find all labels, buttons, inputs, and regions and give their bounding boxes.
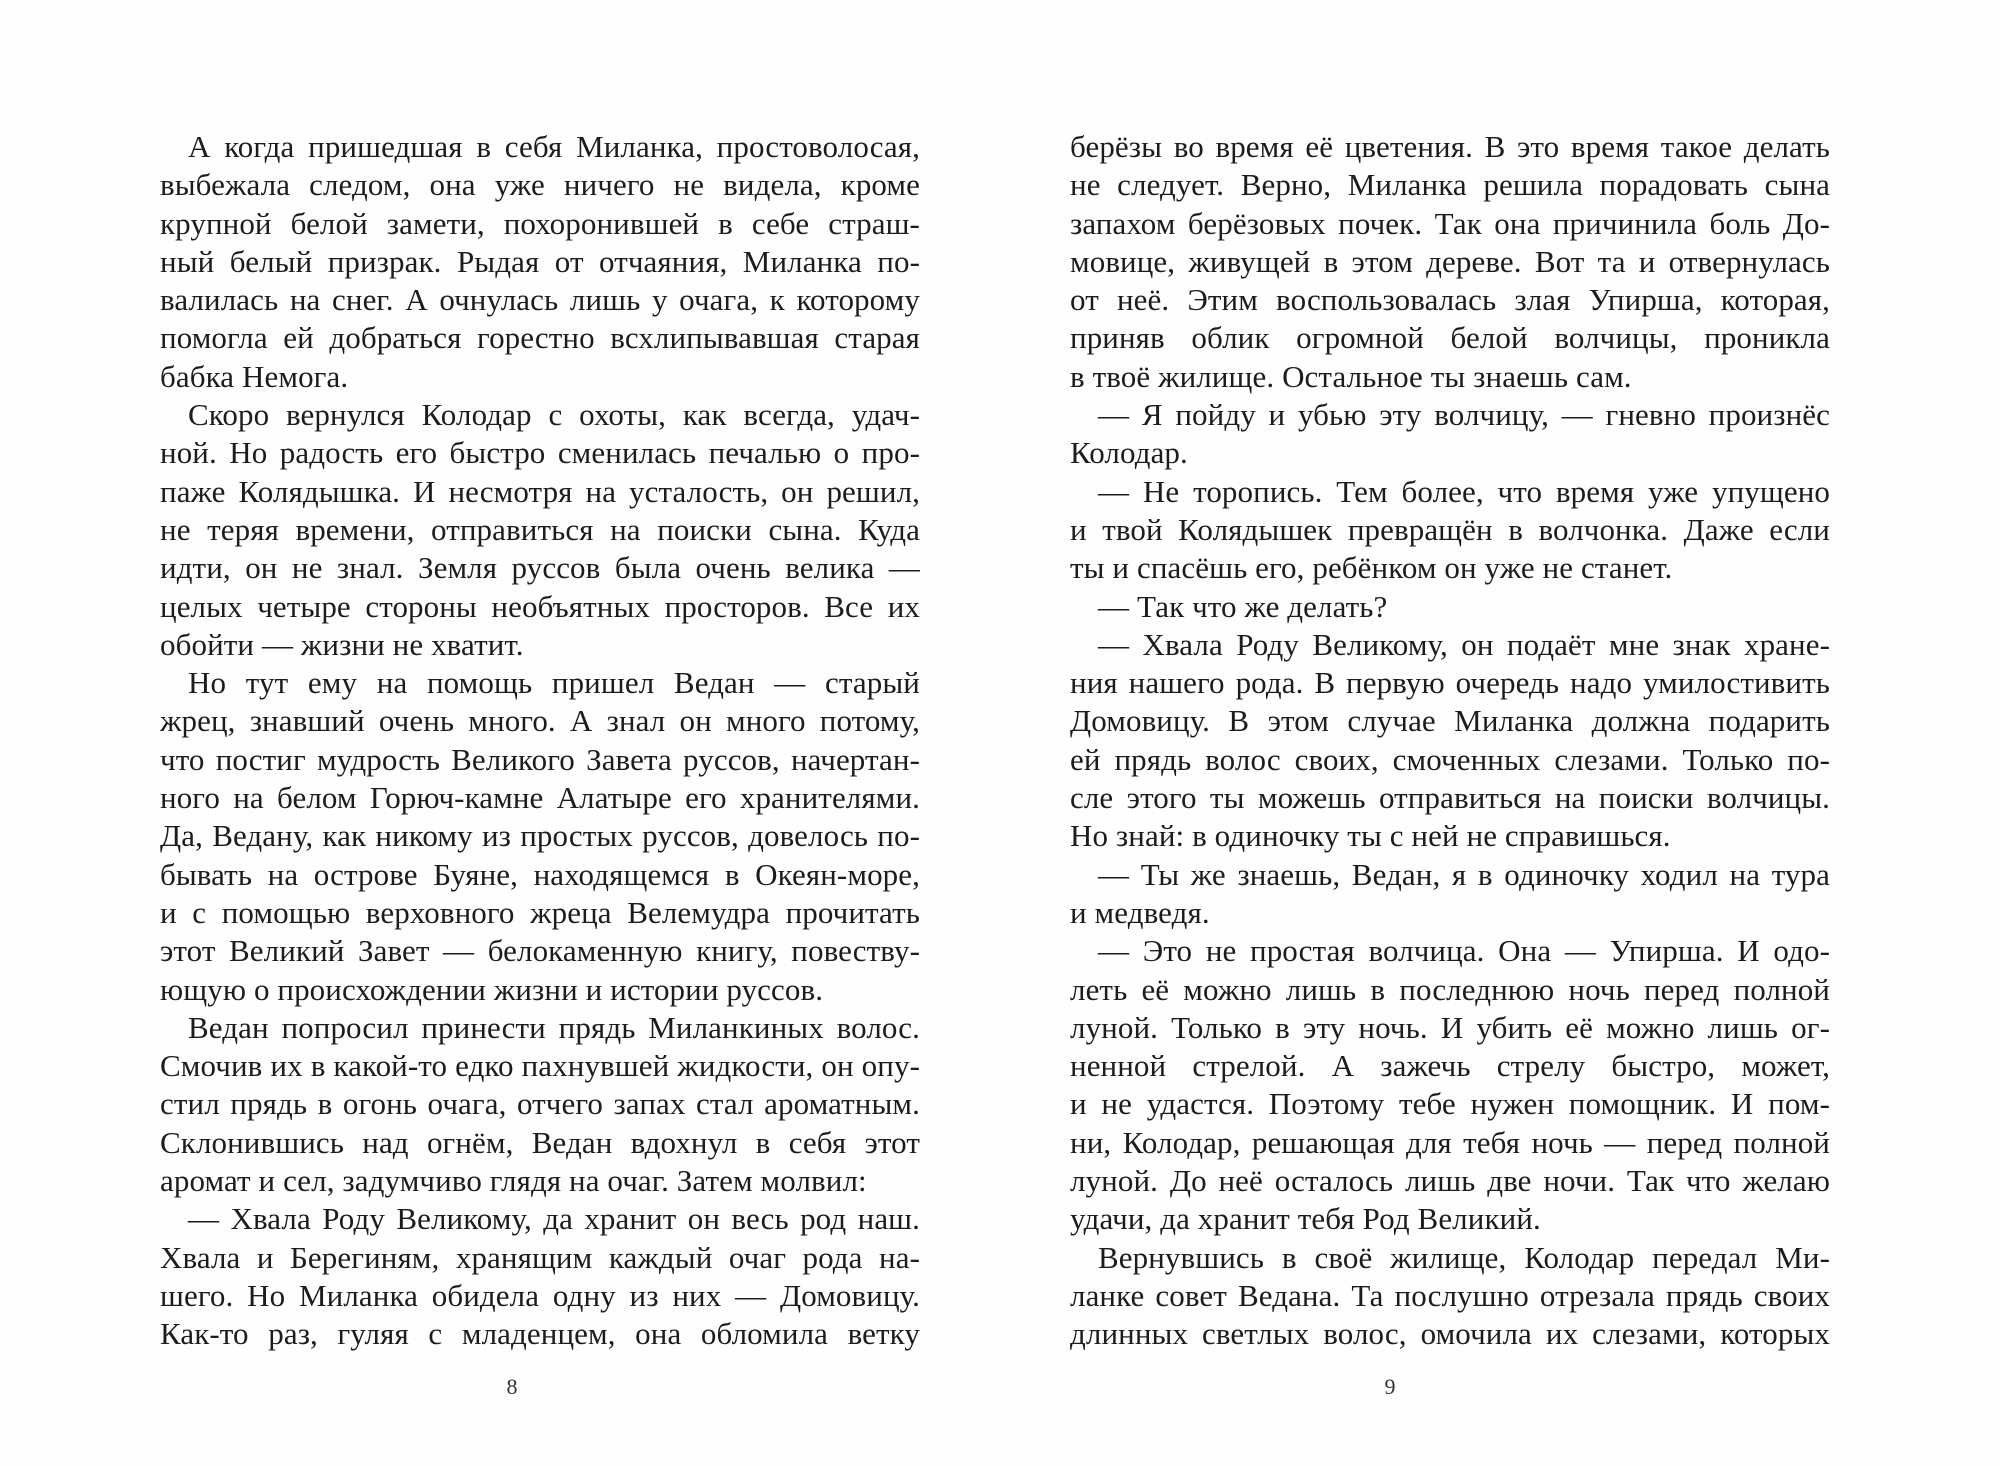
- text-line: Но знай: в одиночку ты с ней не справишься.: [1070, 818, 1671, 854]
- text-line: — Я пойду и убью эту волчицу, — гневно произнёс: [1098, 397, 1830, 433]
- text-line: не теряя времени, отправиться на поиски сына. Куда: [160, 511, 920, 547]
- text-line: Склонившись над огнём, Ведан вдохнул в себя этот: [160, 1124, 920, 1160]
- text-line: ей прядь волос своих, смоченных слезами. Только по-: [1070, 741, 1830, 777]
- text-line: не следует. Верно, Миланка решила порадовать сына: [1070, 167, 1830, 203]
- left-page-text: [160, 128, 920, 1354]
- text-line: и твой Колядышек превращён в волчонка. Даже если: [1070, 511, 1830, 547]
- right-page-text: [1070, 128, 1830, 1354]
- text-line: Но тут ему на помощь пришел Ведан — старый: [188, 665, 920, 701]
- text-line: крупной белой замети, похоронившей в себе страш-: [160, 205, 920, 241]
- text-line: Как-то раз, гуляя с младенцем, она обломила ветку: [160, 1316, 920, 1352]
- text-line: Скоро вернулся Колодар с охоты, как всегда, удач-: [188, 397, 920, 433]
- text-line: — Хвала Роду Великому, он подаёт мне знак хране-: [1098, 626, 1830, 662]
- text-line: жрец, знавший очень много. А знал он много потому,: [160, 703, 920, 739]
- text-line: — Ты же знаешь, Ведан, я в одиночку ходил на тура: [1098, 856, 1830, 892]
- text-line: ной. Но радость его быстро сменилась печалью о про-: [160, 435, 920, 471]
- left-page: [160, 128, 920, 1399]
- text-line: Колодар.: [1070, 435, 1188, 471]
- text-line: — Так что же делать?: [1098, 588, 1388, 624]
- text-line: берёзы во время её цветения. В это время такое делать: [1070, 129, 1830, 164]
- text-line: помогла ей добраться горестно всхлипывавшая старая: [160, 320, 920, 356]
- text-line: стил прядь в огонь очага, отчего запах стал ароматным.: [160, 1086, 920, 1122]
- text-line: ния нашего рода. В первую очередь надо умилостивить: [1070, 665, 1830, 701]
- text-line: ни, Колодар, решающая для тебя ночь — перед полной: [1070, 1124, 1830, 1160]
- text-line: паже Колядышка. И несмотря на усталость, он решил,: [160, 473, 920, 509]
- text-line: — Хвала Роду Великому, да хранит он весь род наш.: [188, 1201, 920, 1237]
- right-page: [1070, 128, 1830, 1399]
- text-line: и не удастся. Поэтому тебе нужен помощник. И пом-: [1070, 1086, 1830, 1122]
- text-line: Ведан попросил принести прядь Миланкиных волос.: [188, 1009, 920, 1045]
- text-line: — Это не простая волчица. Она — Упирша. И одо-: [1098, 933, 1830, 969]
- text-line: ты и спасёшь его, ребёнком он уже не станет.: [1070, 550, 1673, 586]
- text-line: леть её можно лишь в последнюю ночь перед полной: [1070, 971, 1830, 1007]
- text-line: запахом берёзовых почек. Так она причинила боль До-: [1070, 205, 1830, 241]
- text-line: луной. До неё осталось лишь две ночи. Так что желаю: [1070, 1163, 1830, 1199]
- text-line: бабка Немога.: [160, 358, 349, 394]
- text-line: ланке совет Ведана. Та послушно отрезала прядь своих: [1070, 1277, 1830, 1313]
- text-line: А когда пришедшая в себя Миланка, простоволосая,: [188, 129, 920, 164]
- text-line: ного на белом Горюч-камне Алатыре его хранителями.: [160, 780, 920, 816]
- text-line: Да, Ведану, как никому из простых руссов, довелось по-: [160, 818, 920, 854]
- text-line: и с помощью верховного жреца Велемудра прочитать: [160, 894, 920, 930]
- text-line: длинных светлых волос, омочила их слезами, которых: [1070, 1316, 1830, 1352]
- text-line: — Не торопись. Тем более, что время уже упущено: [1098, 473, 1830, 509]
- text-line: ный белый призрак. Рыдая от отчаяния, Миланка по-: [160, 243, 920, 279]
- text-line: удачи, да хранит тебя Род Великий.: [1070, 1201, 1541, 1237]
- text-line: Смочив их в какой-то едко пахнувшей жидкости, он опу-: [160, 1048, 920, 1084]
- text-line: что постиг мудрость Великого Завета руссов, начертан-: [160, 741, 920, 777]
- text-line: Вернувшись в своё жилище, Колодар передал Ми-: [1098, 1239, 1830, 1275]
- left-page-number: 8: [506, 1374, 518, 1399]
- text-line: валилась на снег. А очнулась лишь у очага, к которому: [160, 282, 920, 318]
- text-line: Домовицу. В этом случае Миланка должна подарить: [1070, 703, 1830, 739]
- text-line: бывать на острове Буяне, находящемся в Океян-море,: [160, 856, 920, 892]
- text-line: луной. Только в эту ночь. И убить её можно лишь ог-: [1070, 1009, 1830, 1045]
- right-page-number: 9: [1384, 1374, 1396, 1399]
- text-line: ненной стрелой. А зажечь стрелу быстро, может,: [1070, 1048, 1830, 1084]
- text-line: и медведя.: [1070, 894, 1210, 930]
- text-line: целых четыре стороны необъятных просторов. Все их: [160, 588, 920, 624]
- text-line: сле этого ты можешь отправиться на поиски волчицы.: [1070, 780, 1830, 816]
- text-line: от неё. Этим воспользовалась злая Упирша, которая,: [1070, 282, 1830, 318]
- text-line: аромат и сел, задумчиво глядя на очаг. Затем молвил:: [160, 1163, 867, 1199]
- text-line: выбежала следом, она уже ничего не видела, кроме: [160, 167, 920, 203]
- text-line: Хвала и Берегиням, хранящим каждый очаг рода на-: [160, 1239, 920, 1275]
- text-line: приняв облик огромной белой волчицы, проникла: [1070, 320, 1830, 356]
- text-line: шего. Но Миланка обидела одну из них — Домовицу.: [160, 1277, 920, 1313]
- text-line: мовице, живущей в этом дереве. Вот та и отвернулась: [1070, 243, 1830, 279]
- text-line: обойти — жизни не хватит.: [160, 626, 524, 662]
- text-line: этот Великий Завет — белокаменную книгу, повеству-: [160, 933, 920, 969]
- text-line: идти, он не знал. Земля руссов была очень велика —: [160, 550, 920, 586]
- text-line: ющую о происхождении жизни и истории руссов.: [160, 971, 824, 1007]
- text-line: в твоё жилище. Остальное ты знаешь сам.: [1070, 358, 1632, 394]
